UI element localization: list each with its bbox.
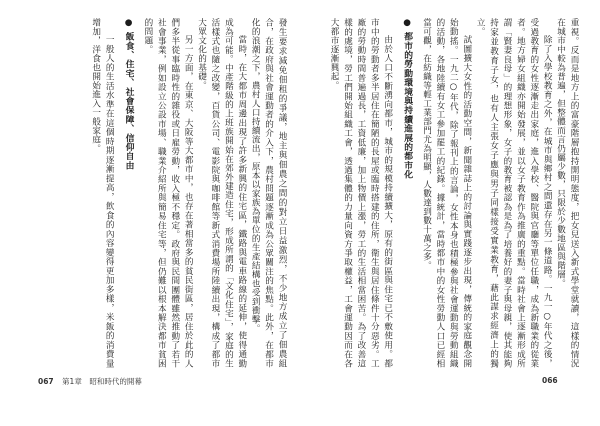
paragraph: 重視。反而是地方上的富豪階層抱持開明態度，把女兒送入新式學堂就讀，這樣的情況在城市中較為普遍，但整體而言仍屬少數，只限於少數地區與階層。 [555, 18, 579, 368]
section-heading [400, 18, 413, 368]
paragraph: 當時，在大都市周邊出現了許多新興的住宅區，鐵路與電車路線的延伸，使得通勤成為可能。中產階級的上班族開始在郊外建造住宅，形成所謂的「文化住宅」，家庭的生活樣式也隨之改變，百貨公司、電影院與咖啡館等新式消費場所陸續出現，構成了都市大眾文化的基礎。 [196, 18, 247, 368]
section-heading-text: 飯食、住宅、社會保障、信仰自由 [123, 31, 134, 170]
paragraph: 一般人的生活水準在這個時期逐漸提高，飲食的內容變得更加多樣，米飯的消費量增加，洋食也開始進入一般家庭。 [90, 18, 115, 368]
bullet-icon: ● [123, 18, 134, 29]
paragraph: 除了入學校教育之外，在城市與鄉村之間還存在另一條道路。一九一○年代之後，受過教育的女性逐漸走出家庭，進入學校、醫院與官廳等單位任職，成為新職業的從業者。地方婦女組織亦開始發展，並以女子教育作為推廣的重點。當時社會上逐漸形成所謂「賢妻良母」的理想形象，女子的教育被認為是為了培養好的妻子與母親，使其能夠持家並教育子女，也有人主張女子應與男子同樣接受實業教育，藉此謀求經濟上的獨立。 [475, 18, 553, 368]
paragraph: 另一方面，在東京、大阪等大都市中，也存在著相當多的貧民街區，居住於此的人們多半從事臨時性的雜役或日雇勞動，收入極不穩定。政府與民間團體雖然推動了若干社會事業，例如設立公設市場、職業介紹所與簡易住宅等，但仍難以根本解決都市貧困的問題。 [142, 18, 194, 368]
page-number: 066 [542, 376, 558, 385]
folio-left [38, 376, 142, 387]
section-heading-text: 都市的勞動環境與持續進展的都市化 [402, 31, 413, 180]
bullet-icon: ● [402, 18, 413, 29]
folio-right [542, 376, 558, 385]
paragraph: 試圖擴大女性的活動空間，新聞雜誌上的討論與實踐逐步出現，傳統的家庭觀念開始動搖。一九二○年代，除了報刊上的言論，女性本身也積極參與社會運動與勞動組織的活動，各地陸續有女工參加罷工的紀錄。據統計，當時都市中的女性勞動人口已經相當可觀，在紡織等輕工業部門尤為明顯，人數達到數十萬之多。 [421, 18, 472, 368]
right-page [318, 18, 580, 368]
section-heading [121, 18, 134, 368]
left-page [22, 18, 288, 368]
running-head: 第1章 昭和時代的開幕 [62, 377, 142, 386]
page-number: 067 [38, 377, 54, 386]
paragraph: 由於人口不斷湧向都市，城市的規模持續擴大，原有的街區與住宅已不敷使用。都市中的勞動者多半居住在簡陋的長屋或臨時搭建的住所，衛生與居住條件十分惡劣。工廠的勞動時間普遍過長，工資低廉，加上物價上漲，勞工的生活相當困苦。為了改善這樣的處境，勞工們開始組織工會，透過集體的力量向資方爭取權益，工會運動因而在各大都市逐漸興起。 [329, 18, 393, 368]
paragraph: 發生要求減免佃租的爭議，地主與佃農之間的對立日益激烈，不少地方成立了佃農組合，在政府與社會運動者的介入下，農村問題逐漸成為公眾關注的焦點。此外，在都市化的浪潮之下，農村人口持續流出，原本以家族為單位的生產結構也受到衝擊。 [250, 18, 287, 368]
